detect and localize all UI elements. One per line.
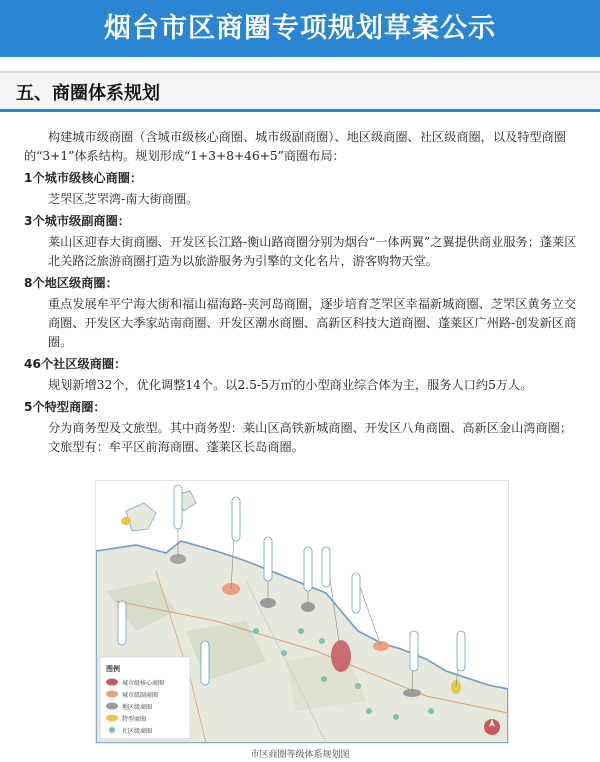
community-text: 规划新增32个，优化调整14个。以2.5-5万㎡的小型商业综合体为主，服务人口约5万人。 bbox=[48, 378, 533, 392]
planning-map bbox=[95, 480, 509, 744]
legend-item-community: 社区级商圈 bbox=[122, 728, 153, 735]
article-body bbox=[24, 128, 584, 460]
community-zone-marker bbox=[428, 708, 434, 714]
page-banner bbox=[0, 0, 600, 57]
community-zone-marker bbox=[298, 628, 304, 634]
legend-sub-swatch bbox=[106, 691, 118, 698]
district-text: 重点发展牟平宁海大街和福山福海路-夹河岛商圈，逐步培育芝罘区幸福新城商圈、芝罘区黄务立交商圈、开发区大季家站南商圈、开发区潮水商圈、高新区科技大道商圈、蓬莱区广州路-创发新区商圈。 bbox=[48, 297, 577, 349]
legend-item-special: 特型商圈 bbox=[122, 716, 147, 723]
special-zone-marker bbox=[121, 517, 131, 525]
community-zone-marker bbox=[393, 714, 399, 720]
map-svg bbox=[96, 481, 508, 743]
community-heading: 46个社区级商圈： bbox=[24, 357, 127, 371]
compass-icon bbox=[484, 719, 500, 735]
map-caption: 市区商圈等级体系规划图 bbox=[250, 750, 350, 760]
core-heading: 1个城市级核心商圈： bbox=[24, 171, 143, 185]
sub-heading: 3个城市级副商圈： bbox=[24, 214, 130, 228]
community-zone-marker bbox=[253, 628, 259, 634]
map-legend bbox=[100, 657, 190, 739]
special-text: 分为商务型及文旅型。其中商务型：莱山区高铁新城商圈、开发区八角商圈、高新区金山湾商圈；文旅型有：牟平区前海商圈、蓬莱区长岛商圈。 bbox=[48, 421, 573, 454]
sub-text: 莱山区迎春大街商圈、开发区长江路-衡山路商圈分别为烟台“一体两翼”之翼提供商业服务；蓬莱区北关路泛旅游商圈打造为以旅游服务为引擎的文化名片，游客购物天堂。 bbox=[48, 235, 577, 268]
legend-district-swatch bbox=[106, 703, 118, 710]
legend-item-sub: 城市级副商圈 bbox=[122, 692, 159, 699]
legend-title: 图例 bbox=[106, 665, 120, 673]
legend-item-district: 地区级商圈 bbox=[122, 704, 153, 711]
legend-core-swatch bbox=[106, 679, 118, 686]
legend-special-swatch bbox=[106, 715, 118, 722]
legend-item-core: 城市级核心商圈 bbox=[122, 680, 165, 687]
community-zone-marker bbox=[366, 708, 372, 714]
district-heading: 8个地区级商圈： bbox=[24, 276, 118, 290]
community-zone-marker bbox=[281, 650, 287, 656]
section-header bbox=[0, 71, 600, 112]
legend-community-swatch bbox=[109, 727, 115, 733]
community-zone-marker bbox=[319, 638, 325, 644]
special-heading: 5个特型商圈： bbox=[24, 400, 106, 414]
section-title: 五、商圈体系规划 bbox=[16, 83, 160, 104]
core-text: 芝罘区芝罘湾-南大街商圈。 bbox=[48, 192, 199, 206]
page-title: 烟台市区商圈专项规划草案公示 bbox=[104, 13, 496, 44]
community-zone-marker bbox=[355, 683, 361, 689]
community-zone-marker bbox=[321, 676, 327, 682]
intro-paragraph: 构建城市级商圈（含城市级核心商圈、城市级副商圈）、地区级商圈、社区级商圈，以及特型商圈的“3+1”体系结构。规划形成“1+3+8+46+5”商圈布局： bbox=[24, 130, 566, 163]
